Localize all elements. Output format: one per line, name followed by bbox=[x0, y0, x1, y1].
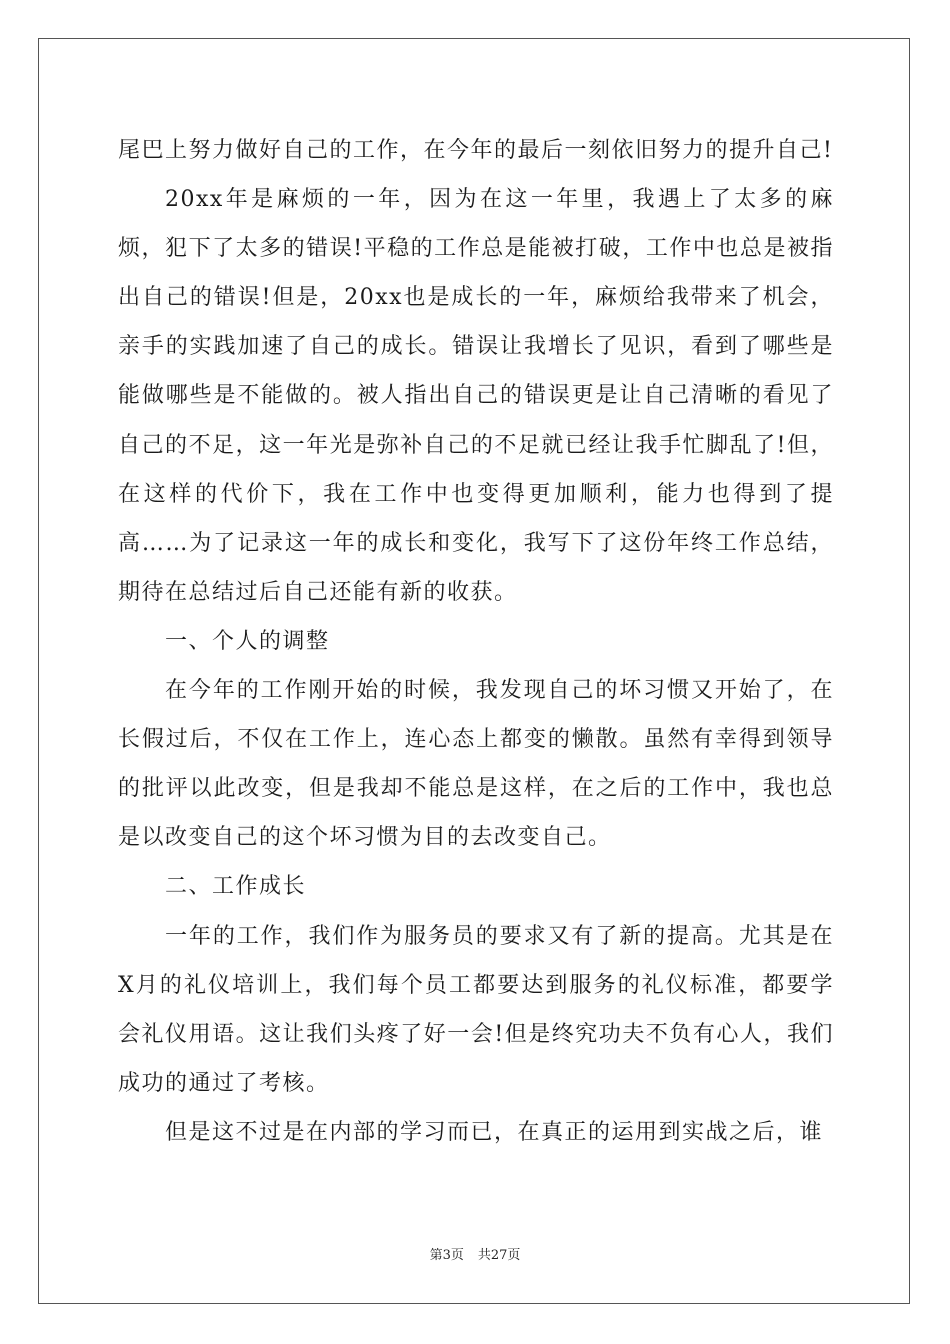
paragraph-year-summary: 20xx年是麻烦的一年，因为在这一年里，我遇上了太多的麻烦，犯下了太多的错误!平稳的工作总是能被打破，工作中也总是被指出自己的错误!但是，20xx也是成长的一年，麻烦给我带来了机会，亲手的实践加速了自己的成长。错误让我增长了见识，看到了哪些是能做哪些是不能做的。被人指出自己的错误更是让自己清晰的看见了自己的不足，这一年光是弥补自己的不足就已经让我手忙脚乱了!但，在这样的代价下，我在工作中也变得更加顺利，能力也得到了提高……为了记录这一年的成长和变化，我写下了这份年终工作总结，期待在总结过后自己还能有新的收获。 bbox=[118, 187, 834, 605]
page-number: 第3页 bbox=[429, 1248, 464, 1263]
page-total: 共27页 bbox=[477, 1248, 521, 1263]
paragraph-continuation: 尾巴上努力做好自己的工作，在今年的最后一刻依旧努力的提升自己! bbox=[118, 138, 834, 163]
paragraph-etiquette-training: 一年的工作，我们作为服务员的要求又有了新的提高。尤其是在X月的礼仪培训上，我们每个员工都要达到服务的礼仪标准，都要学会礼仪用语。这让我们头疼了好一会!但是终究功夫不负有心人，我们成功的通过了考核。 bbox=[118, 923, 834, 1096]
paragraph-personal-adjustment: 在今年的工作刚开始的时候，我发现自己的坏习惯又开始了，在长假过后，不仅在工作上，连心态上都变的懒散。虽然有幸得到领导的批评以此改变，但是我却不能总是这样，在之后的工作中，我也总是以改变自己的这个坏习惯为目的去改变自己。 bbox=[118, 678, 834, 851]
paragraph-practice: 但是这不过是在内部的学习而已，在真正的运用到实战之后，谁 bbox=[165, 1119, 824, 1145]
section-heading-personal-adjustment: 一、个人的调整 bbox=[165, 628, 330, 654]
section-heading-work-growth: 二、工作成长 bbox=[165, 874, 307, 900]
document-body bbox=[118, 126, 834, 1157]
page-footer bbox=[0, 1244, 950, 1263]
